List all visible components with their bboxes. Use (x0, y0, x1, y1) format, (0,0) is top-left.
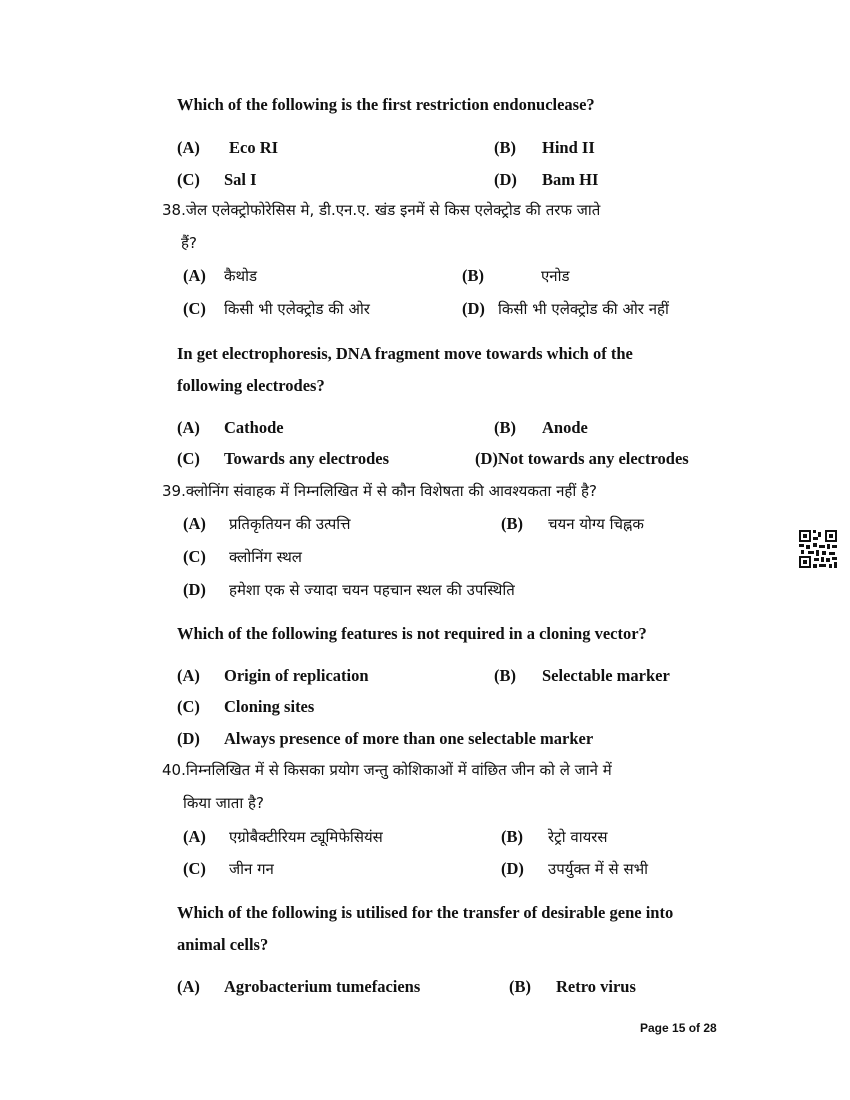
q37-option-b: Hind II (542, 138, 595, 157)
q38-hi-option-c: किसी भी एलेक्ट्रोड की ओर (224, 300, 370, 318)
q38-en-option-c-label: (C) (177, 449, 200, 468)
q40-hi-option-c-label: (C) (183, 859, 206, 878)
q38-question-en-line1: In get electrophoresis, DNA fragment move towards which of the (177, 344, 633, 363)
q39-hi-option-c: क्लोनिंग स्थल (229, 548, 302, 566)
q40-question-en-line1: Which of the following is utilised for the transfer of desirable gene into (177, 903, 674, 922)
q39-question-hi: 39.क्लोनिंग संवाहक में निम्नलिखित में से कौन विशेषता की आवश्यकता नहीं है? (162, 482, 597, 500)
q39-en-option-c-label: (C) (177, 697, 200, 716)
q38-en-option-b-label: (B) (494, 418, 516, 437)
q40-hi-option-b: रेट्रो वायरस (548, 828, 608, 846)
q40-question-en-line2: animal cells? (177, 935, 269, 954)
q39-en-option-b-label: (B) (494, 666, 516, 685)
q38-hi-option-d: किसी भी एलेक्ट्रोड की ओर नहीं (498, 300, 669, 318)
q40-hi-option-a: एग्रोबैक्टीरियम ट्यूमिफेसियंस (229, 828, 383, 846)
q39-en-option-a: Origin of replication (224, 666, 369, 685)
q38-en-option-b: Anode (542, 418, 588, 437)
q40-hi-option-d-label: (D) (501, 859, 524, 878)
q39-hi-option-d: हमेशा एक से ज्यादा चयन पहचान स्थल की उपस्थिति (229, 581, 515, 599)
q38-en-option-d: (D)Not towards any electrodes (475, 449, 689, 468)
q37-option-b-label: (B) (494, 138, 516, 157)
q40-hi-option-a-label: (A) (183, 827, 206, 846)
q39-hi-option-a: प्रतिकृतियन की उत्पत्ति (229, 515, 351, 533)
page-number: Page 15 of 28 (640, 1021, 717, 1035)
q37-option-a: Eco RI (229, 138, 279, 157)
q39-hi-option-b: चयन योग्य चिह्नक (548, 515, 644, 533)
q38-hi-option-b-label: (B) (462, 266, 484, 285)
q38-hi-option-d-label: (D) (462, 299, 485, 318)
q38-question-en-line2: following electrodes? (177, 376, 325, 395)
q39-question-en: Which of the following features is not required in a cloning vector? (177, 624, 647, 643)
qr-code-icon (798, 529, 838, 569)
q38-en-option-a-label: (A) (177, 418, 200, 437)
q39-hi-option-a-label: (A) (183, 514, 206, 533)
q40-en-option-b-label: (B) (509, 977, 531, 996)
q38-en-option-a: Cathode (224, 418, 284, 437)
q38-hi-option-b: एनोड (541, 267, 570, 285)
q37-option-a-label: (A) (177, 138, 200, 157)
q40-question-hi-line2: किया जाता है? (183, 794, 264, 812)
q40-en-option-b: Retro virus (556, 977, 636, 996)
q40-hi-option-d: उपर्युक्त में से सभी (548, 860, 649, 878)
q39-en-option-c: Cloning sites (224, 697, 315, 716)
q39-en-option-a-label: (A) (177, 666, 200, 685)
q38-en-option-c: Towards any electrodes (224, 449, 389, 468)
q38-hi-option-a-label: (A) (183, 266, 206, 285)
q37-option-d: Bam HI (542, 170, 599, 189)
q39-en-option-b: Selectable marker (542, 666, 670, 685)
q39-en-option-d: Always presence of more than one selectable marker (224, 729, 594, 748)
q37-option-c: Sal I (224, 170, 257, 189)
q39-hi-option-c-label: (C) (183, 547, 206, 566)
q38-question-hi-line1: 38.जेल एलेक्ट्रोफोरेसिस मे, डी.एन.ए. खंड इनमें से किस एलेक्ट्रोड की तरफ जाते (162, 201, 601, 219)
q40-question-hi-line1: 40.निम्नलिखित में से किसका प्रयोग जन्तु कोशिकाओं में वांछित जीन को ले जाने में (162, 761, 612, 779)
q39-hi-option-d-label: (D) (183, 580, 206, 599)
q37-option-c-label: (C) (177, 170, 200, 189)
q38-question-hi-line2: हैं? (181, 234, 197, 252)
q40-en-option-a: Agrobacterium tumefaciens (224, 977, 421, 996)
q39-hi-option-b-label: (B) (501, 514, 523, 533)
q39-en-option-d-label: (D) (177, 729, 200, 748)
q40-hi-option-b-label: (B) (501, 827, 523, 846)
q38-hi-option-c-label: (C) (183, 299, 206, 318)
q40-en-option-a-label: (A) (177, 977, 200, 996)
q40-hi-option-c: जीन गन (229, 860, 274, 878)
q37-option-d-label: (D) (494, 170, 517, 189)
q38-hi-option-a: कैथोड (224, 267, 258, 285)
q37-question-en: Which of the following is the first restriction endonuclease? (177, 95, 595, 114)
